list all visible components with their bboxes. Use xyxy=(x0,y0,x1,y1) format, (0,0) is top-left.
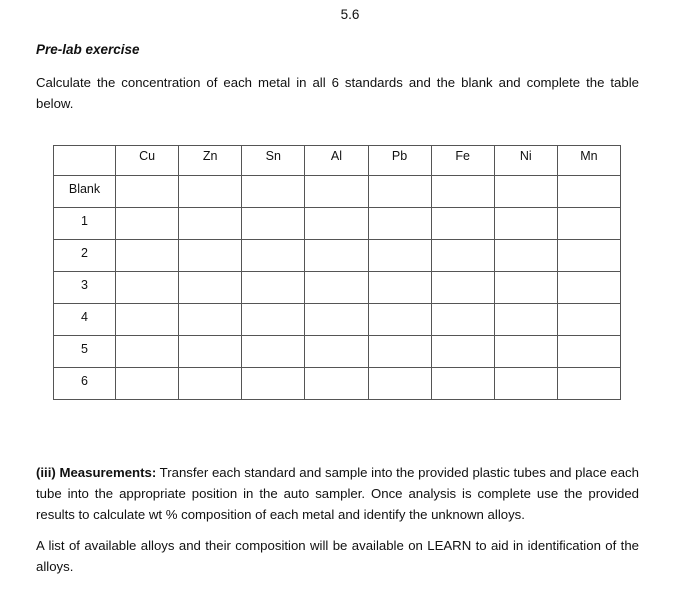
section-title: Pre-lab exercise xyxy=(36,42,140,57)
alloy-note: A list of available alloys and their composition will be available on LEARN to aid in identification of the alloys. xyxy=(36,538,639,574)
table-row xyxy=(54,368,621,400)
table-cell xyxy=(557,368,620,400)
table-cell xyxy=(179,240,242,272)
table-cell xyxy=(494,368,557,400)
header-cell: Mn xyxy=(557,146,620,176)
table-cell xyxy=(368,176,431,208)
table-row xyxy=(54,208,621,240)
measurements-paragraph xyxy=(36,462,639,525)
table-cell xyxy=(557,336,620,368)
table-cell xyxy=(494,208,557,240)
measurements-text: Transfer each standard and sample into the provided plastic tubes and place each tube into the appropriate position in the auto sampler. Once analysis is complete use the provided results to calculate wt % composition of each metal and identify the unknown alloys. xyxy=(36,465,639,522)
table-row xyxy=(54,336,621,368)
header-cell: Ni xyxy=(494,146,557,176)
table-cell xyxy=(368,240,431,272)
row-label: Blank xyxy=(54,176,116,208)
table-cell xyxy=(242,240,305,272)
row-label: 6 xyxy=(54,368,116,400)
table-cell xyxy=(242,368,305,400)
table-cell xyxy=(557,272,620,304)
table-cell xyxy=(116,176,179,208)
table-cell xyxy=(431,368,494,400)
table-cell xyxy=(557,208,620,240)
table-cell xyxy=(494,272,557,304)
row-label: 3 xyxy=(54,272,116,304)
table-cell xyxy=(116,368,179,400)
table-row xyxy=(54,304,621,336)
table-cell xyxy=(368,368,431,400)
table-row xyxy=(54,176,621,208)
table-cell xyxy=(305,272,368,304)
table-cell xyxy=(431,208,494,240)
table-cell xyxy=(116,336,179,368)
row-label: 4 xyxy=(54,304,116,336)
measurements-label: (iii) Measurements: xyxy=(36,465,157,480)
header-cell: Sn xyxy=(242,146,305,176)
row-label: 5 xyxy=(54,336,116,368)
header-cell: Fe xyxy=(431,146,494,176)
table-cell xyxy=(242,272,305,304)
header-cell: Al xyxy=(305,146,368,176)
table-cell xyxy=(305,368,368,400)
table-cell xyxy=(242,336,305,368)
table-cell xyxy=(305,208,368,240)
table-header-row xyxy=(54,146,621,176)
concentration-table xyxy=(53,145,621,400)
table-cell xyxy=(116,240,179,272)
table-cell xyxy=(368,304,431,336)
row-label: 2 xyxy=(54,240,116,272)
header-cell: Pb xyxy=(368,146,431,176)
page-number: 5.6 xyxy=(340,7,360,22)
header-cell xyxy=(54,146,116,176)
table-cell xyxy=(179,176,242,208)
table-cell xyxy=(557,176,620,208)
instruction-text: Calculate the concentration of each metal in all 6 standards and the blank and complete the table below. xyxy=(36,75,639,111)
table-cell xyxy=(179,368,242,400)
table-cell xyxy=(368,336,431,368)
table-cell xyxy=(305,304,368,336)
table-cell xyxy=(431,176,494,208)
table-cell xyxy=(179,208,242,240)
table-cell xyxy=(431,304,494,336)
table-cell xyxy=(179,272,242,304)
table-cell xyxy=(494,336,557,368)
table-cell xyxy=(494,240,557,272)
table-cell xyxy=(557,240,620,272)
table-cell xyxy=(431,336,494,368)
table-cell xyxy=(242,208,305,240)
table-row xyxy=(54,240,621,272)
table-cell xyxy=(431,272,494,304)
table-cell xyxy=(368,208,431,240)
table-cell xyxy=(116,272,179,304)
table-cell xyxy=(242,176,305,208)
table-cell xyxy=(305,176,368,208)
table-row xyxy=(54,272,621,304)
header-cell: Cu xyxy=(116,146,179,176)
table-cell xyxy=(494,304,557,336)
table-cell xyxy=(116,208,179,240)
table-cell xyxy=(557,304,620,336)
table-cell xyxy=(179,304,242,336)
header-cell: Zn xyxy=(179,146,242,176)
row-label: 1 xyxy=(54,208,116,240)
table-cell xyxy=(431,240,494,272)
table-cell xyxy=(305,336,368,368)
table-cell xyxy=(242,304,305,336)
table-cell xyxy=(305,240,368,272)
table-cell xyxy=(494,176,557,208)
table-cell xyxy=(116,304,179,336)
table-cell xyxy=(179,336,242,368)
table-cell xyxy=(368,272,431,304)
